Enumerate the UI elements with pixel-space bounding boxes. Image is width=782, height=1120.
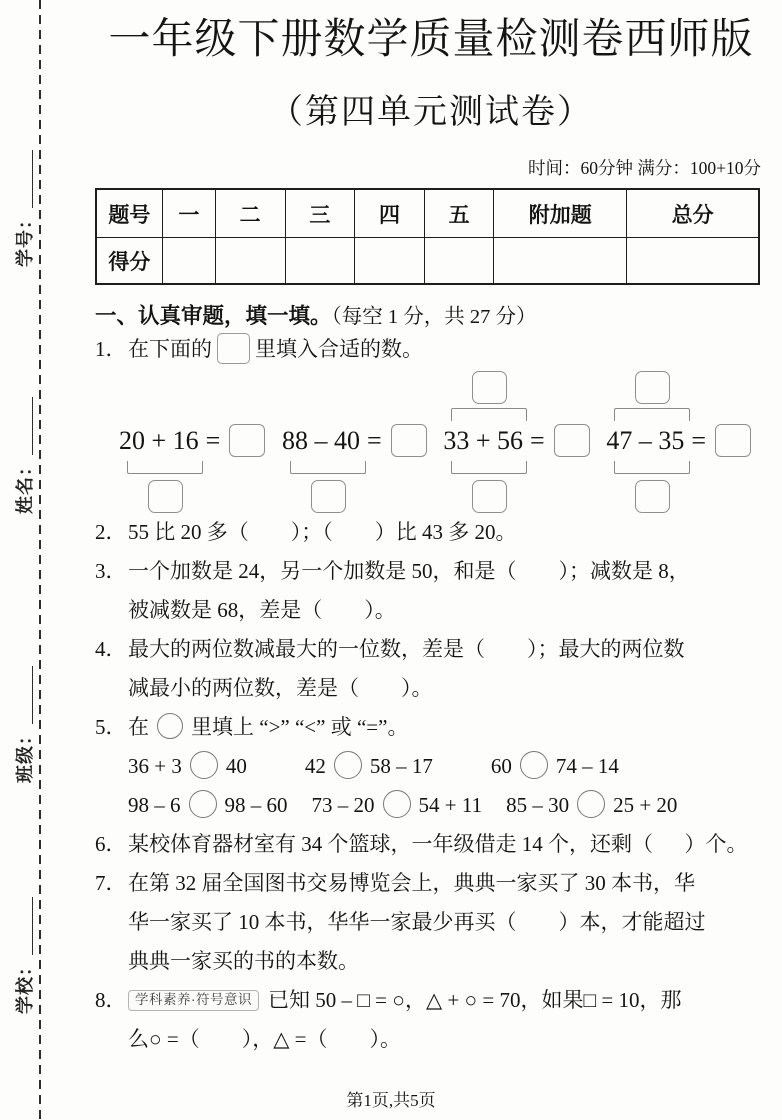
right-expression: 58 – 17 [369, 754, 433, 779]
expression-4 [606, 424, 751, 457]
comparison-circle[interactable] [383, 790, 411, 818]
question-7-line-3: 典典一家买的书的本数。 [128, 949, 359, 974]
comparison-item [128, 786, 288, 825]
comparison-circle[interactable] [334, 751, 362, 779]
score-table-col-3: 三 [285, 189, 355, 238]
score-table-corner: 题号 [96, 189, 162, 238]
competency-badge: 学科素养·符号意识 [128, 990, 259, 1011]
expression-4-answer-box[interactable] [715, 424, 751, 457]
section-one-title: 一、认真审题，填一填。 [95, 304, 332, 329]
question-5 [95, 708, 767, 825]
expression-3-top-box[interactable] [472, 371, 507, 404]
expression-group-2 [282, 424, 427, 513]
paper-subtitle: （第四单元测试卷） [269, 94, 593, 132]
comparison-item [491, 747, 619, 786]
question-5-row-2 [95, 786, 767, 825]
question-5-pre-text: 在 [128, 715, 149, 740]
score-cell[interactable] [285, 238, 355, 285]
score-cell[interactable] [494, 238, 627, 285]
right-expression: 25 + 20 [613, 793, 678, 818]
expression-1-bottom-slot [119, 480, 211, 513]
question-8-number: 8． [95, 988, 127, 1013]
expression-4-over-bracket [614, 408, 690, 421]
expression-2-answer-box[interactable] [391, 424, 427, 457]
question-7-line-1 [95, 864, 767, 903]
left-expression: 98 – 6 [128, 793, 181, 818]
score-cell[interactable] [215, 238, 285, 285]
equals-sign: = [205, 425, 221, 455]
question-3-line-1 [95, 552, 767, 591]
expression-1-answer-box[interactable] [229, 424, 265, 457]
expression-3-bottom-box[interactable] [472, 480, 507, 513]
equals-sign: = [367, 425, 382, 455]
equals-sign: = [691, 425, 706, 455]
comparison-circle[interactable] [520, 751, 548, 779]
left-expression: 73 – 20 [311, 793, 375, 818]
score-cell[interactable] [355, 238, 425, 285]
expression-3-top-slot [443, 371, 535, 404]
margin-field-class [11, 661, 37, 783]
expression-group-4 [606, 371, 751, 513]
question-1 [95, 330, 767, 513]
question-6-number: 6． [95, 832, 127, 857]
student-id-label: 学号： [15, 210, 35, 267]
question-5-heading [95, 708, 767, 747]
score-cell[interactable] [424, 238, 494, 285]
right-expression: 54 + 11 [418, 793, 483, 818]
score-table-col-2: 二 [215, 189, 285, 238]
left-expression: 36 + 3 [128, 754, 182, 779]
question-1-example-box [217, 333, 250, 364]
score-table-col-5: 五 [424, 189, 494, 238]
question-4-line-1 [95, 630, 767, 669]
question-4-line-2: 减最小的两位数，差是（ ）。 [128, 676, 433, 701]
expression-3-under-bracket [451, 461, 527, 474]
expression-4-operands: 47 – 35 [606, 425, 685, 455]
question-6-text: 某校体育器材室有 34 个篮球，一年级借走 14 个，还剩（ ）个。 [128, 832, 748, 857]
question-5-row-1 [95, 747, 767, 786]
question-2-number: 2． [95, 520, 127, 545]
comparison-item [305, 747, 433, 786]
name-blank-line[interactable] [32, 397, 33, 455]
question-7-line-2: 华一家买了 10 本书，华华一家最少再买（ ）本，才能超过 [128, 910, 706, 935]
equals-sign: = [530, 425, 545, 455]
expression-1-bottom-box[interactable] [148, 480, 183, 513]
comparison-item [312, 786, 483, 825]
question-3-text-1: 一个加数是 24，另一个加数是 50，和是（ ）；减数是 8， [128, 559, 690, 584]
question-1-number: 1． [95, 337, 127, 362]
expression-4-bottom-slot [606, 480, 698, 513]
school-label: 学校： [15, 957, 35, 1014]
paper-content [95, 0, 767, 1059]
right-expression: 98 – 60 [224, 793, 288, 818]
time-and-score-info: 时间：60分钟 满分：100+10分 [528, 158, 761, 179]
question-6 [95, 825, 767, 864]
binding-dashed-line [39, 0, 41, 1120]
question-1-text [95, 330, 767, 369]
question-7 [95, 864, 767, 981]
question-2 [95, 513, 767, 552]
question-5-number: 5． [95, 715, 127, 740]
right-expression: 74 – 14 [555, 754, 619, 779]
score-table-col-1: 一 [162, 189, 215, 238]
class-blank-line[interactable] [32, 666, 33, 724]
question-1-expressions [95, 371, 767, 513]
question-5-example-circle [157, 713, 183, 739]
score-table [95, 188, 760, 285]
expression-1-under-bracket [127, 461, 203, 474]
expression-3-answer-box[interactable] [554, 424, 590, 457]
question-3-number: 3． [95, 559, 127, 584]
question-1-pre-text: 在下面的 [128, 337, 212, 362]
score-table-col-bonus: 附加题 [494, 189, 627, 238]
score-cell[interactable] [162, 238, 215, 285]
question-4-number: 4． [95, 637, 127, 662]
section-one-heading [95, 299, 767, 330]
student-id-blank-line[interactable] [32, 150, 33, 208]
margin-field-name [11, 392, 37, 514]
school-blank-line[interactable] [32, 897, 33, 955]
question-3 [95, 552, 767, 630]
margin-field-student-id [11, 145, 37, 267]
page-number-footer: 第1页,共5页 [346, 1091, 436, 1110]
paper-title: 一年级下册数学质量检测卷西师版 [108, 17, 754, 63]
expression-2-bottom-box[interactable] [311, 480, 346, 513]
question-8-line-1 [95, 981, 767, 1020]
question-5-post-text: 里填上 “>” “<” 或 “=”。 [191, 715, 409, 740]
expression-3-operands: 33 + 56 [443, 425, 523, 455]
name-label: 姓名： [15, 457, 35, 514]
comparison-item [128, 747, 247, 786]
expression-4-under-bracket [614, 461, 690, 474]
question-8-line-2: 么○ =（ ），△ =（ ）。 [128, 1027, 402, 1052]
comparison-circle[interactable] [189, 790, 217, 818]
question-3-line-2: 被减数是 68，差是（ ）。 [128, 598, 396, 623]
expression-group-1 [119, 424, 265, 513]
question-8-text-1: 已知 50 – □ = ○，△ + ○ = 70，如果□ = 10，那 [268, 988, 682, 1013]
comparison-item [506, 786, 677, 825]
class-label: 班级： [15, 726, 35, 783]
section-one-points-note: （每空 1 分，共 27 分） [331, 306, 537, 329]
score-table-score-row [96, 238, 759, 285]
score-table-col-total: 总分 [627, 189, 760, 238]
score-cell[interactable] [627, 238, 760, 285]
expression-group-3 [443, 371, 589, 513]
expression-4-bottom-box[interactable] [635, 480, 670, 513]
comparison-circle[interactable] [577, 790, 605, 818]
left-expression: 42 [304, 754, 326, 779]
expression-3-over-bracket [451, 408, 527, 421]
expression-4-top-slot [606, 371, 698, 404]
score-table-col-4: 四 [355, 189, 425, 238]
expression-1-operands: 20 + 16 [119, 425, 199, 455]
question-7-number: 7． [95, 871, 127, 896]
question-2-text: 55 比 20 多（ ）；（ ）比 43 多 20。 [128, 520, 517, 545]
question-8 [95, 981, 767, 1059]
expression-4-top-box[interactable] [635, 371, 670, 404]
margin-field-school [11, 892, 37, 1014]
expression-2 [282, 424, 427, 457]
expression-3 [443, 424, 589, 457]
question-7-text-1: 在第 32 届全国图书交易博览会上，典典一家买了 30 本书，华 [128, 871, 695, 896]
expression-1 [119, 424, 265, 457]
expression-2-operands: 88 – 40 [282, 425, 360, 455]
expression-2-bottom-slot [282, 480, 374, 513]
question-4-text-1: 最大的两位数减最大的一位数，差是（ ）；最大的两位数 [128, 637, 685, 662]
right-expression: 40 [225, 754, 247, 779]
left-expression: 60 [490, 754, 512, 779]
question-1-post-text: 里填入合适的数。 [255, 337, 423, 362]
expression-2-under-bracket [290, 461, 366, 474]
score-table-header-row [96, 189, 759, 238]
comparison-circle[interactable] [190, 751, 218, 779]
score-row-label: 得分 [96, 238, 162, 285]
expression-3-bottom-slot [443, 480, 535, 513]
left-expression: 85 – 30 [506, 793, 570, 818]
question-4 [95, 630, 767, 708]
